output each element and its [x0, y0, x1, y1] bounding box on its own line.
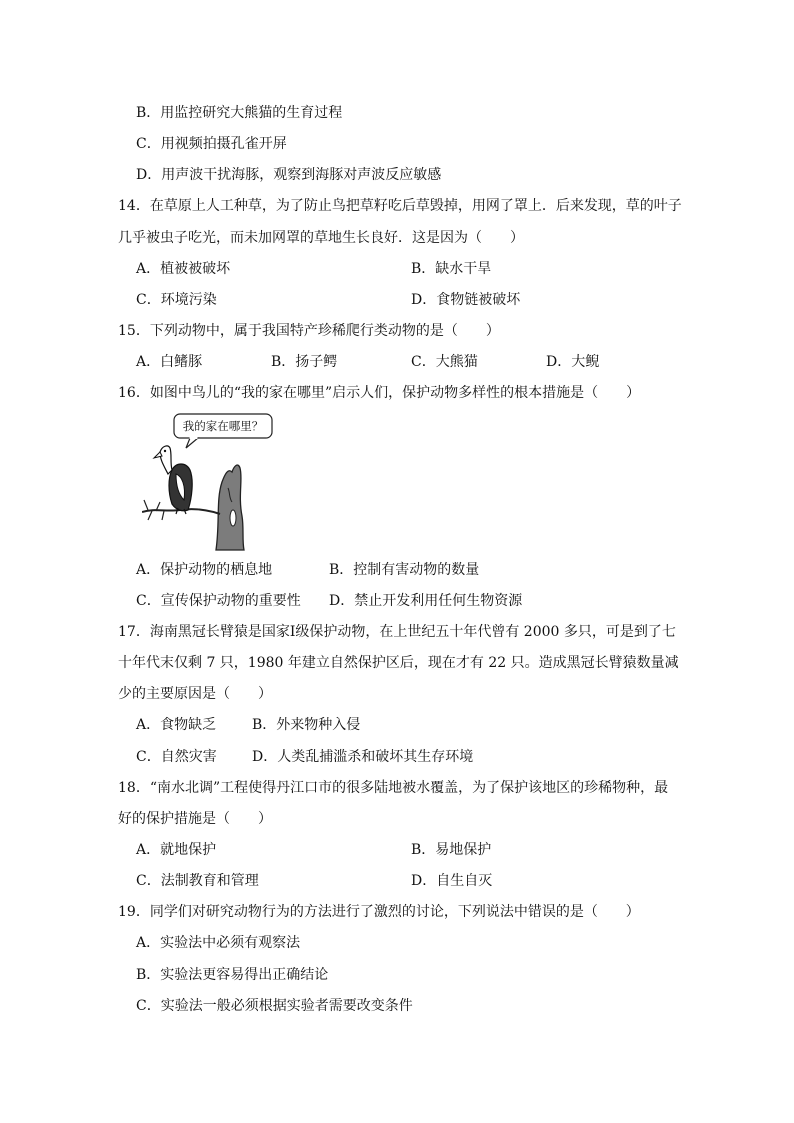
- q16-stem: 16．如图中鸟儿的“我的家在哪里”启示人们，保护动物多样性的根本措施是（ ）: [118, 385, 641, 401]
- bird-head: [160, 446, 172, 474]
- q18-option-b: B．易地保护: [411, 842, 492, 858]
- q14-option-b: B．缺水干旱: [411, 261, 492, 277]
- q16-option-a: A．保护动物的栖息地: [136, 562, 273, 578]
- q14-option-d: D．食物链被破坏: [411, 292, 521, 308]
- q16-option-c: C．宣传保护动物的重要性: [136, 593, 301, 609]
- q18-stem-line2: 好的保护措施是（ ）: [118, 811, 272, 827]
- q13-option-c: C．用视频拍摄孔雀开屏: [136, 136, 287, 152]
- q17-option-c: C．自然灾害: [136, 749, 217, 765]
- q19-option-c: C．实验法一般必须根据实验者需要改变条件: [136, 998, 413, 1014]
- q14-option-a: A．植被被破坏: [136, 261, 231, 277]
- tree-trunk: [216, 465, 244, 550]
- q15-option-c: C．大熊猫: [411, 354, 478, 370]
- q18-option-d: D．自生自灭: [411, 873, 493, 889]
- q18-option-a: A．就地保护: [136, 842, 217, 858]
- q13-option-d: D．用声波干扰海豚，观察到海豚对声波反应敏感: [136, 167, 442, 183]
- q14-option-c: C．环境污染: [136, 292, 217, 308]
- q16-option-b: B．控制有害动物的数量: [329, 562, 480, 578]
- q18-stem-line1: 18．“南水北调”工程使得丹江口市的很多陆地被水覆盖，为了保护该地区的珍稀物种，最: [118, 780, 669, 796]
- q17-stem-line2: 十年代末仅剩 7 只，1980 年建立自然保护区后，现在才有 22 只。造成黑冠长臂猿数量减: [118, 655, 679, 671]
- q17-option-a: A．食物缺乏: [136, 717, 217, 733]
- q19-option-a: A．实验法中必须有观察法: [136, 935, 301, 951]
- q14-stem-line2: 几乎被虫子吃光，而未加网罩的草地生长良好．这是因为（ ）: [118, 230, 524, 246]
- q15-option-a: A．白鳍豚: [136, 354, 203, 370]
- q17-option-d: D．人类乱捕滥杀和破坏其生存环境: [252, 749, 474, 765]
- q17-option-b: B．外来物种入侵: [252, 717, 361, 733]
- q13-option-b: B．用监控研究大熊猫的生育过程: [136, 105, 343, 121]
- q14-stem-line1: 14．在草原上人工种草，为了防止鸟把草籽吃后草毁掉，用网了罩上．后来发现，草的叶子: [118, 198, 682, 214]
- speech-bubble-tail: [186, 438, 198, 448]
- q18-option-c: C．法制教育和管理: [136, 873, 259, 889]
- q16-option-d: D．禁止开发利用任何生物资源: [329, 593, 523, 609]
- q15-option-d: D．大鲵: [546, 354, 600, 370]
- q19-stem: 19．同学们对研究动物行为的方法进行了激烈的讨论，下列说法中错误的是（ ）: [118, 904, 640, 920]
- bird-on-tree-illustration: [142, 412, 302, 552]
- q15-option-b: B．扬子鳄: [271, 354, 338, 370]
- q19-option-b: B．实验法更容易得出正确结论: [136, 967, 329, 983]
- q17-stem-line1: 17．海南黑冠长臂猿是国家Ⅰ级保护动物，在上世纪五十年代曾有 2000 多只，可是到了七: [118, 624, 676, 640]
- q15-stem: 15．下列动物中，属于我国特产珍稀爬行类动物的是（ ）: [118, 323, 500, 339]
- speech-bubble-text: 我的家在哪里？: [182, 419, 264, 433]
- q17-stem-line3: 少的主要原因是（ ）: [118, 686, 272, 702]
